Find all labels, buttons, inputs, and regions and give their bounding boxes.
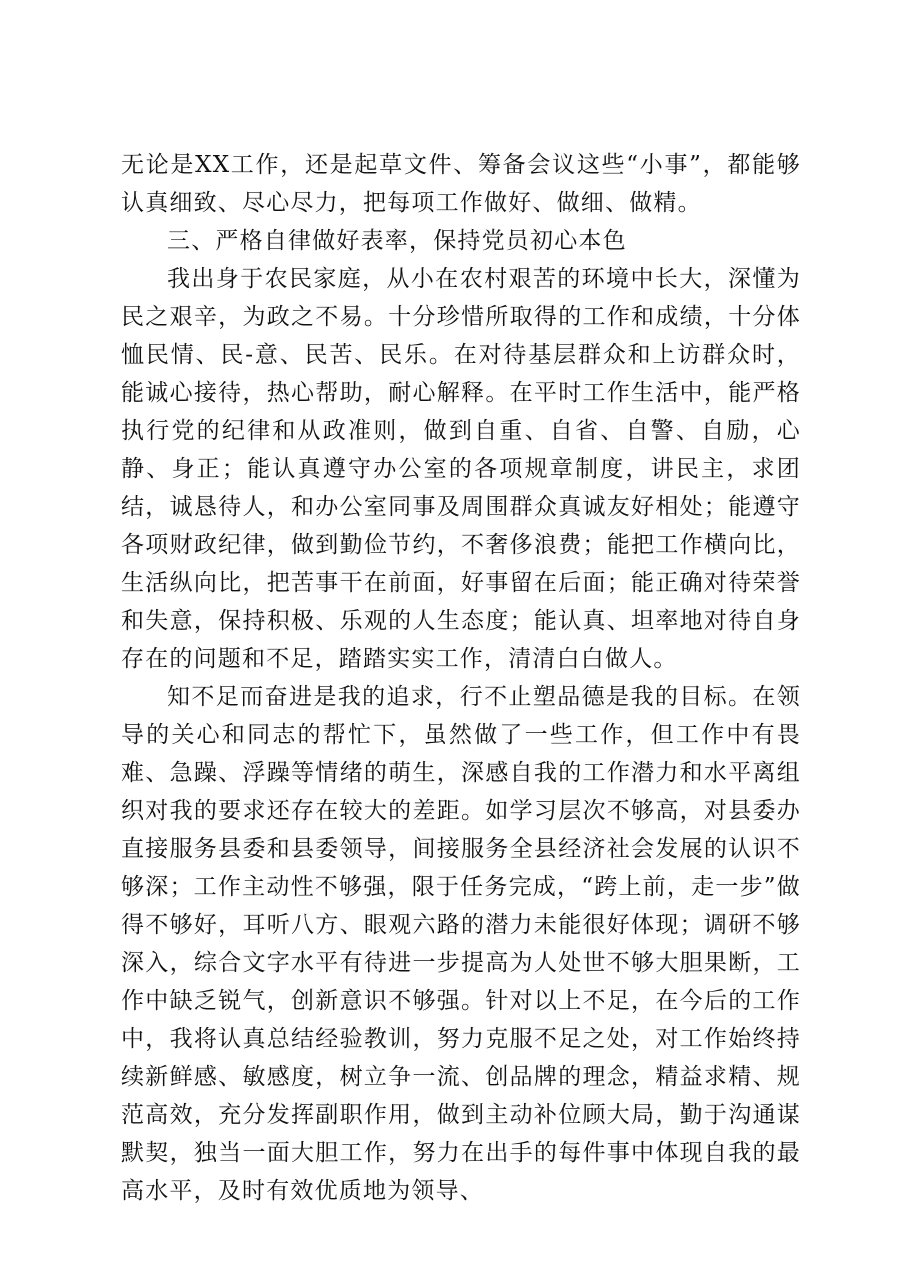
- paragraph-shortcomings: 知不足而奋进是我的追求，行不止塑品德是我的目标。在领导的关心和同志的帮忙下，虽然做了一些工作，但工作中有畏难、急躁、浮躁等情绪的萌生，深感自我的工作潜力和水平离组织对我的要求还存在较大的差距。如学习层次不够高，对县委办直接服务县委和县委领导，间接服务全县经济社会发展的认识不够深；工作主动性不够强，限于任务完成，“跨上前，走一步”做得不够好，耳听八方、眼观六路的潜力未能很好体现；调研不够深入，综合文字水平有待进一步提高为人处世不够大胆果断，工作中缺乏锐气，创新意识不够强。针对以上不足，在今后的工作中，我将认真总结经验教训，努力克服不足之处，对工作始终持续新鲜感、敏感度，树立争一流、创品牌的理念，精益求精、规范高效，充分发挥副职作用，做到主动补位顾大局，勤于沟通谋默契，独当一面大胆工作，努力在出手的每件事中体现自我的最高水平，及时有效优质地为领导、: [121, 684, 801, 1204]
- paragraph-continuation: 无论是XX工作，还是起草文件、筹备会议这些“小事”，都能够认真细致、尽心尽力，把每项工作做好、做细、做精。: [121, 152, 801, 216]
- section-heading: 三、严格自律做好表率，保持党员初心本色: [167, 228, 627, 254]
- paragraph-self-discipline: 我出身于农民家庭，从小在农村艰苦的环境中长大，深懂为民之艰辛，为政之不易。十分珍惜所取得的工作和成绩，十分体恤民情、民-意、民苦、民乐。在对待基层群众和上访群众时，能诚心接待，热心帮助，耐心解释。在平时工作生活中，能严格执行党的纪律和从政准则，做到自重、自省、自警、自励，心静、身正；能认真遵守办公室的各项规章制度，讲民主，求团结，诚恳待人，和办公室同事及周围群众真诚友好相处；能遵守各项财政纪律，做到勤俭节约，不奢侈浪费；能把工作横向比，生活纵向比，把苦事干在前面，好事留在后面；能正确对待荣誉和失意，保持积极、乐观的人生态度；能认真、坦率地对待自身存在的问题和不足，踏踏实实工作，清清白白做人。: [121, 266, 801, 672]
- document-body: [121, 146, 801, 1210]
